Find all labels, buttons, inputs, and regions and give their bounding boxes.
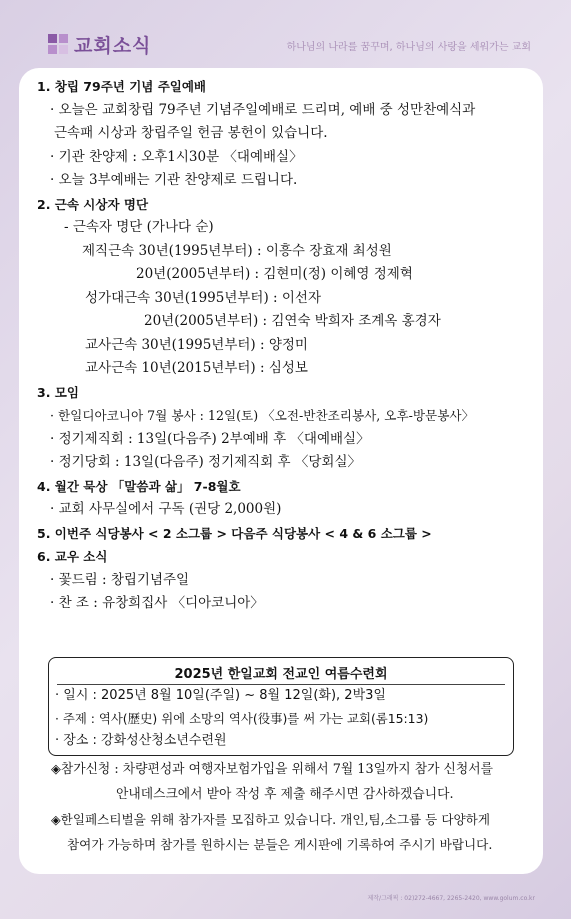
- text-line: · 교회 사무실에서 구독 (권당 2,000원): [50, 501, 282, 517]
- notes: [51, 757, 537, 857]
- section-title: 3. 모임: [37, 384, 79, 400]
- text-line: 제직근속 30년(1995년부터) : 이흥수 장효재 최성원: [82, 242, 392, 259]
- retreat-title: 2025년 한일교회 전교인 여름수련회: [57, 658, 505, 685]
- section-title: 1. 창립 79주년 기념 주일예배: [37, 79, 206, 94]
- text-line: 20년(2005년부터) : 김현미(정) 이혜영 정제혁: [136, 266, 413, 282]
- text-line: · 오늘은 교회창립 79주년 기념주일예배로 드리며, 예배 중 성만찬예식과: [50, 101, 476, 118]
- text-line: · 정기제직회 : 13일(다음주) 2부예배 후 〈대예배실〉: [50, 430, 370, 447]
- text-line: 교사근속 30년(1995년부터) : 양정미: [85, 336, 308, 353]
- text-line: 근속패 시상과 창립주일 헌금 봉헌이 있습니다.: [54, 125, 328, 141]
- note-line: 안내데스크에서 받아 작성 후 제출 해주시면 감사하겠습니다.: [116, 787, 454, 802]
- footer-credit: 제작/그래픽 : 02)272-4667, 2265-2420, www.golum.co.kr: [367, 895, 535, 902]
- retreat-date: · 일시 : 2025년 8월 10일(주일) ~ 8월 12일(화), 2박3일: [55, 688, 386, 703]
- logo-squares-icon: [48, 34, 68, 54]
- news-content: [37, 75, 537, 616]
- text-line: 성가대근속 30년(1995년부터) : 이선자: [85, 289, 321, 306]
- text-line: · 꽃드림 : 창립기념주일: [50, 571, 190, 588]
- retreat-place: · 장소 : 강화성산청소년수련원: [55, 733, 227, 748]
- retreat-theme: · 주제 : 역사(歷史) 위에 소망의 역사(役事)를 써 가는 교회(롬15:13): [55, 710, 429, 726]
- text-line: · 한일디아코니아 7월 봉사 : 12일(토) 〈오전-반찬조리봉사, 오후-방문봉사〉: [50, 408, 475, 423]
- slogan: 하나님의 나라를 꿈꾸며, 하나님의 사랑을 세워가는 교회: [286, 42, 531, 53]
- text-line: · 정기당회 : 13일(다음주) 정기제직회 후 〈당회실〉: [50, 454, 361, 470]
- page-title: 교회소식: [74, 35, 152, 57]
- text-line: 20년(2005년부터) : 김연숙 박희자 조계옥 홍경자: [144, 313, 441, 329]
- text-line: - 근속자 명단 (가나다 순): [64, 219, 214, 235]
- text-line: · 기관 찬양제 : 오후1시30분 〈대예배실〉: [50, 148, 303, 165]
- retreat-box: [48, 657, 514, 756]
- section-title: 5. 이번주 식당봉사 < 2 소그룹 > 다음주 식당봉사 < 4 & 6 소그룹 >: [37, 525, 432, 541]
- text-line: · 찬 조 : 유창희집사 〈디아코니아〉: [50, 595, 264, 611]
- section-title: 4. 월간 묵상 「말씀과 삶」 7-8월호: [37, 478, 241, 494]
- section-title: 6. 교우 소식: [37, 549, 108, 564]
- text-line: · 오늘 3부예배는 기관 찬양제로 드립니다.: [50, 172, 298, 188]
- section-title: 2. 근속 시상자 명단: [37, 196, 149, 212]
- note-line: ◈한일페스티벌을 위해 참가자를 모집하고 있습니다. 개인,팀,소그룹 등 다양하게: [51, 812, 491, 827]
- note-line: 참여가 가능하며 참가를 원하시는 분들은 게시판에 기록하여 주시기 바랍니다.: [67, 837, 493, 852]
- note-line: ◈참가신청 : 차량편성과 여행자보험가입을 위해서 7월 13일까지 참가 신청서를: [51, 762, 493, 777]
- header: [0, 0, 571, 68]
- text-line: 교사근속 10년(2015년부터) : 심성보: [85, 360, 308, 376]
